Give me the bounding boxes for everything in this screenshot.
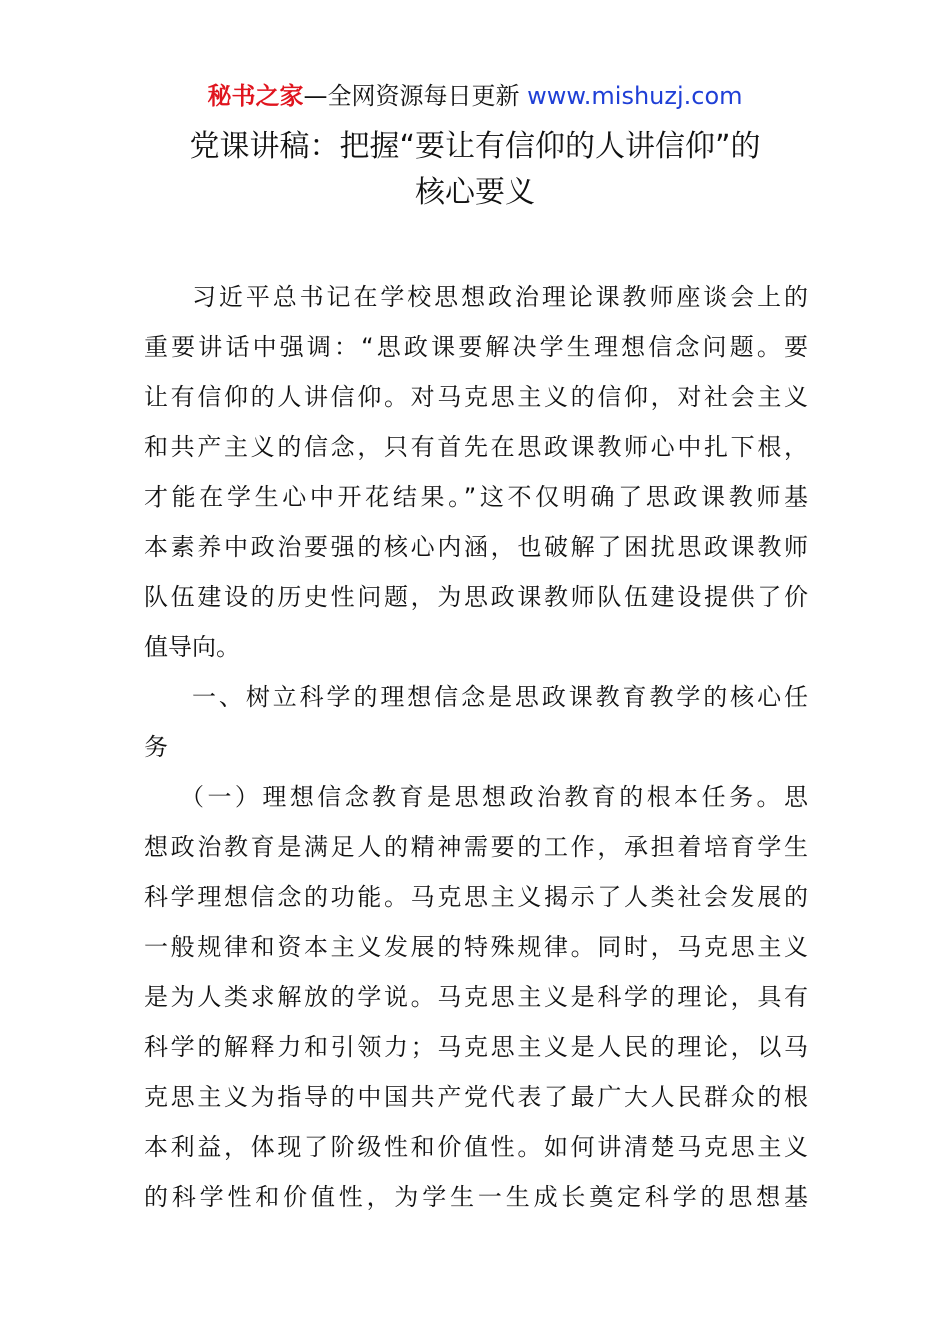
body-line: 想政治教育是满足人的精神需要的工作，承担着培育学生 [144,833,808,861]
body-line: 习近平总书记在学校思想政治理论课教师座谈会上的 [192,283,808,311]
site-url-link[interactable]: www.mishuzj.com [527,82,743,110]
body-line: 本素养中政治要强的核心内涵，也破解了困扰思政课教师 [144,533,808,561]
site-banner [0,80,950,112]
body-line: 是为人类求解放的学说。马克思主义是科学的理论，具有 [144,983,808,1011]
document-body [144,272,808,1222]
body-line: 的科学性和价值性，为学生一生成长奠定科学的思想基 [144,1183,808,1211]
section-heading-line: 务 [144,733,168,761]
site-brand-name: 秘书之家 [207,82,304,110]
body-line: （一）理想信念教育是思想政治教育的根本任务。思 [180,783,808,811]
body-line: 值导向。 [144,633,240,661]
body-line: 一般规律和资本主义发展的特殊规律。同时，马克思主义 [144,933,808,961]
body-line: 本利益，体现了阶级性和价值性。如何讲清楚马克思主义 [144,1133,808,1161]
body-line: 让有信仰的人讲信仰。对马克思主义的信仰，对社会主义 [144,383,808,411]
title-line-1: 党课讲稿：把握“要让有信仰的人讲信仰”的 [189,129,761,164]
body-line: 队伍建设的历史性问题，为思政课教师队伍建设提供了价 [144,583,808,611]
body-line: 科学理想信念的功能。马克思主义揭示了人类社会发展的 [144,883,808,911]
body-line: 重要讲话中强调：“思政课要解决学生理想信念问题。要 [144,333,808,361]
site-tagline: —全网资源每日更新 [303,82,528,110]
document-title [100,124,850,216]
title-line-2: 核心要义 [415,175,535,210]
body-line: 克思主义为指导的中国共产党代表了最广大人民群众的根 [144,1083,808,1111]
body-line: 才能在学生心中开花结果。”这不仅明确了思政课教师基 [144,483,808,511]
body-line: 和共产主义的信念，只有首先在思政课教师心中扎下根， [144,433,808,461]
section-heading-line: 一、树立科学的理想信念是思政课教育教学的核心任 [192,683,808,711]
body-line: 科学的解释力和引领力；马克思主义是人民的理论，以马 [144,1033,808,1061]
